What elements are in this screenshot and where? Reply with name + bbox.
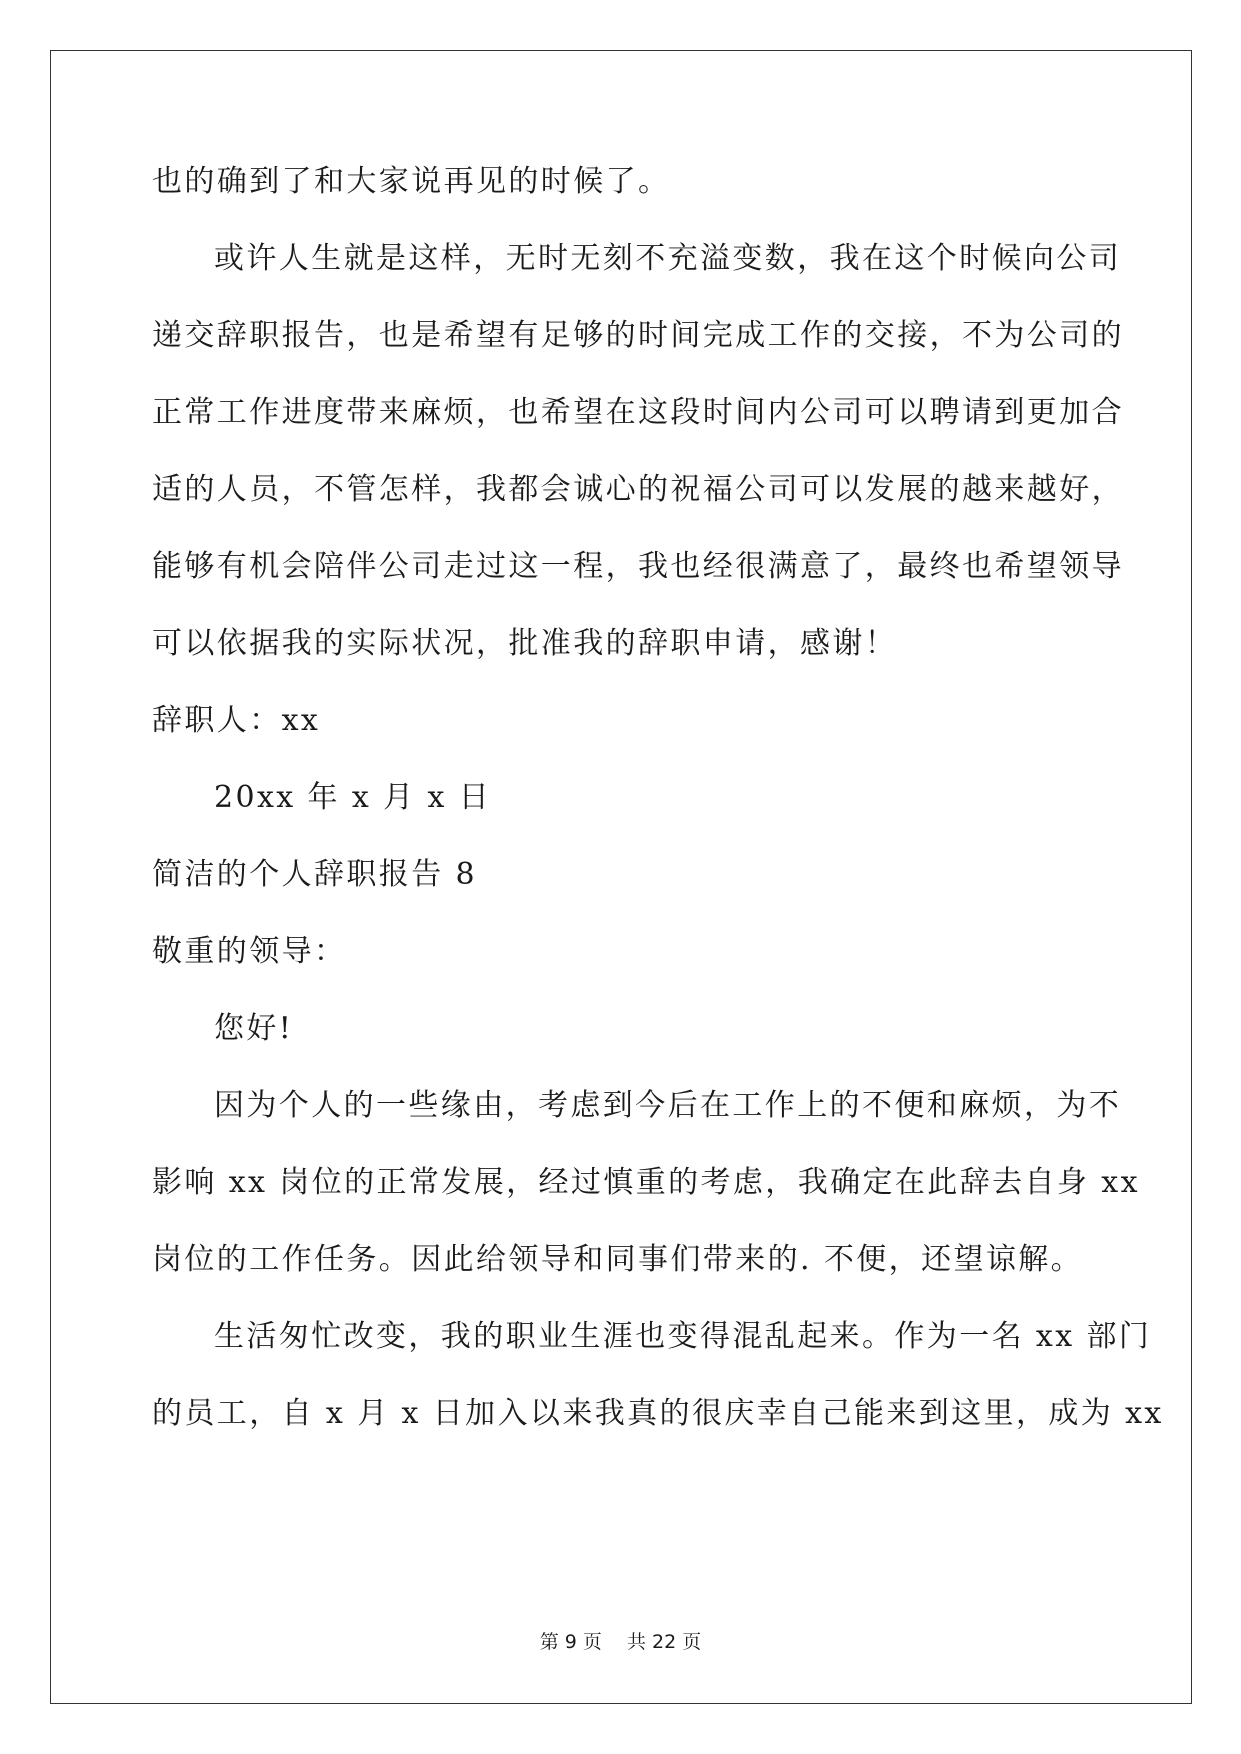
paragraph-line: 因为个人的一些缘由，考虑到今后在工作上的不便和麻烦，为不 (214, 1088, 1122, 1123)
date-line: 20xx 年 x 月 x 日 (214, 780, 492, 815)
signatory-line: 辞职人：xx (152, 703, 321, 738)
body-line: 适的人员，不管怎样，我都会诚心的祝福公司可以发展的越来越好， (152, 472, 1124, 507)
salutation: 敬重的领导： (152, 934, 347, 969)
section-title: 简洁的个人辞职报告 8 (152, 857, 478, 892)
body-line: 可以依据我的实际状况，批准我的辞职申请，感谢！ (152, 626, 898, 661)
body-line: 影响 xx 岗位的正常发展，经过慎重的考虑，我确定在此辞去自身 xx (152, 1165, 1140, 1200)
paragraph-line: 或许人生就是这样，无时无刻不充溢变数，我在这个时候向公司 (214, 241, 1122, 276)
greeting: 您好! (214, 1011, 294, 1046)
body-line: 能够有机会陪伴公司走过这一程，我也经很满意了，最终也希望领导 (152, 549, 1124, 584)
paragraph-line: 生活匆忙改变，我的职业生涯也变得混乱起来。作为一名 xx 部门 (214, 1319, 1152, 1354)
body-line: 也的确到了和大家说再见的时候了。 (152, 164, 671, 199)
page-number: 第 9 页 共 22 页 (539, 1631, 702, 1653)
body-line: 正常工作进度带来麻烦，也希望在这段时间内公司可以聘请到更加合 (152, 395, 1124, 430)
document-body (152, 164, 1164, 1474)
body-line: 岗位的工作任务。因此给领导和同事们带来的. 不便，还望谅解。 (152, 1242, 1084, 1277)
body-line: 的员工，自 x 月 x 日加入以来我真的很庆幸自己能来到这里，成为 xx (152, 1396, 1164, 1431)
body-line: 递交辞职报告，也是希望有足够的时间完成工作的交接，不为公司的 (152, 318, 1124, 353)
